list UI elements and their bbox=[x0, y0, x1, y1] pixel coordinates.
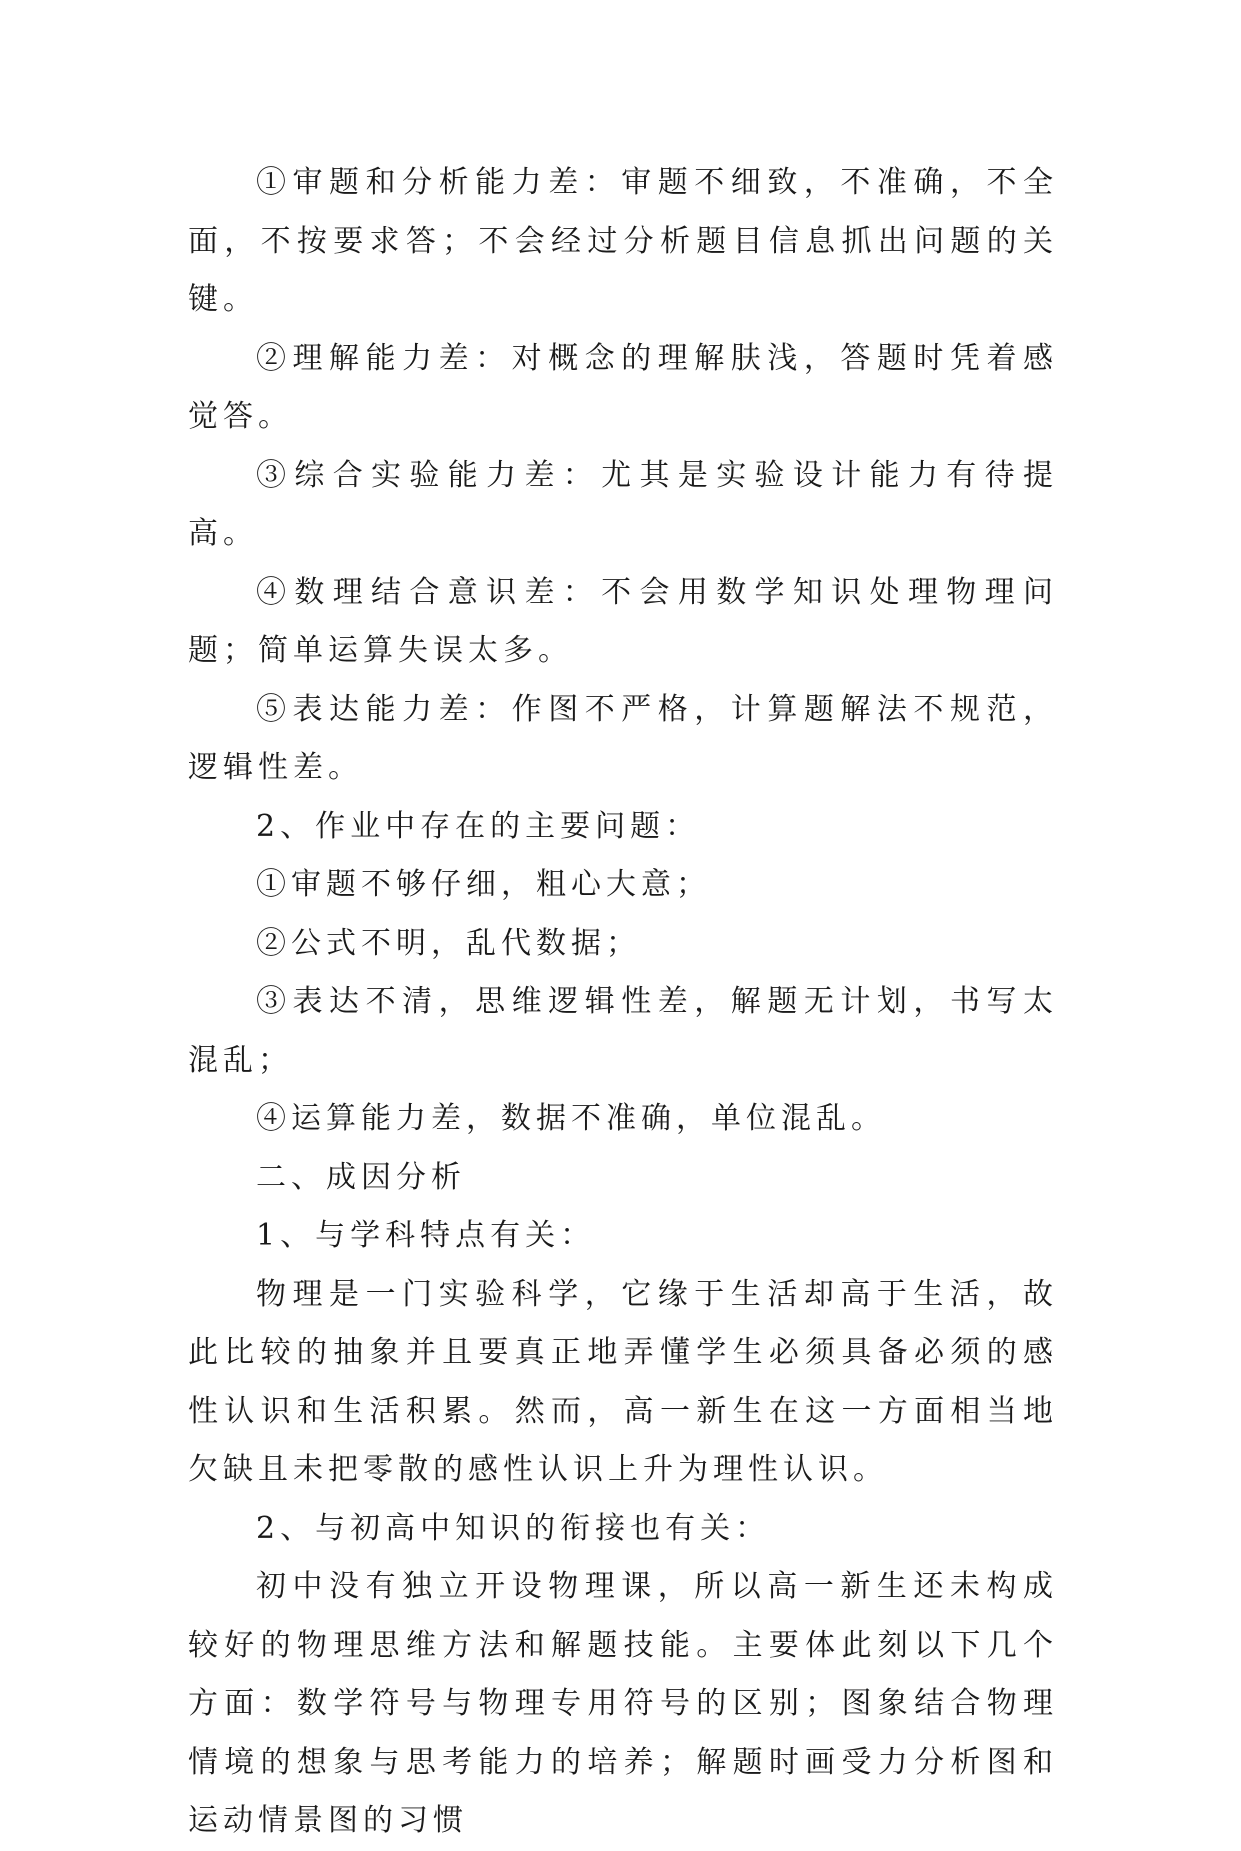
paragraph-subject-features: 物理是一门实验科学，它缘于生活却高于生活，故此比较的抽象并且要真正地弄懂学生必须具备必须的感性认识和生活积累。然而，高一新生在这一方面相当地欠缺且未把零散的感性认识上升为理性认识。 bbox=[188, 1276, 1058, 1487]
paragraph-analysis-ability: ①审题和分析能力差：审题不细致，不准确，不全面，不按要求答；不会经过分析题目信息抓出问题的关键。 bbox=[188, 165, 1058, 317]
heading-subject-features: 1、与学科特点有关： bbox=[256, 1218, 596, 1253]
paragraph-understanding-ability: ②理解能力差：对概念的理解肤浅，答题时凭着感觉答。 bbox=[188, 340, 1058, 434]
paragraph-experiment-ability: ③综合实验能力差：尤其是实验设计能力有待提高。 bbox=[188, 457, 1058, 551]
list-item-formula: ②公式不明，乱代数据； bbox=[256, 925, 641, 961]
heading-knowledge-transition: 2、与初高中知识的衔接也有关： bbox=[256, 1510, 771, 1546]
paragraph-knowledge-transition: 初中没有独立开设物理课，所以高一新生还未构成较好的物理思维方法和解题技能。主要体此刻以下几个方面：数学符号与物理专用符号的区别；图象结合物理情境的想象与思考能力的培养；解题时画受力分析图和运动情景图的习惯 bbox=[188, 1569, 1058, 1838]
list-item-careless: ①审题不够仔细，粗心大意； bbox=[256, 867, 711, 902]
list-item-expression: ③表达不清，思维逻辑性差，解题无计划，书写太混乱； bbox=[188, 984, 1058, 1078]
paragraph-math-physics: ④数理结合意识差：不会用数学知识处理物理问题；简单运算失误太多。 bbox=[188, 574, 1058, 668]
document-body bbox=[188, 154, 1058, 1851]
heading-homework-problems: 2、作业中存在的主要问题： bbox=[256, 808, 701, 844]
list-item-calculation: ④运算能力差，数据不准确，单位混乱。 bbox=[256, 1101, 886, 1136]
paragraph-expression-ability: ⑤表达能力差：作图不严格，计算题解法不规范，逻辑性差。 bbox=[188, 691, 1058, 785]
heading-cause-analysis: 二、成因分析 bbox=[256, 1159, 466, 1195]
